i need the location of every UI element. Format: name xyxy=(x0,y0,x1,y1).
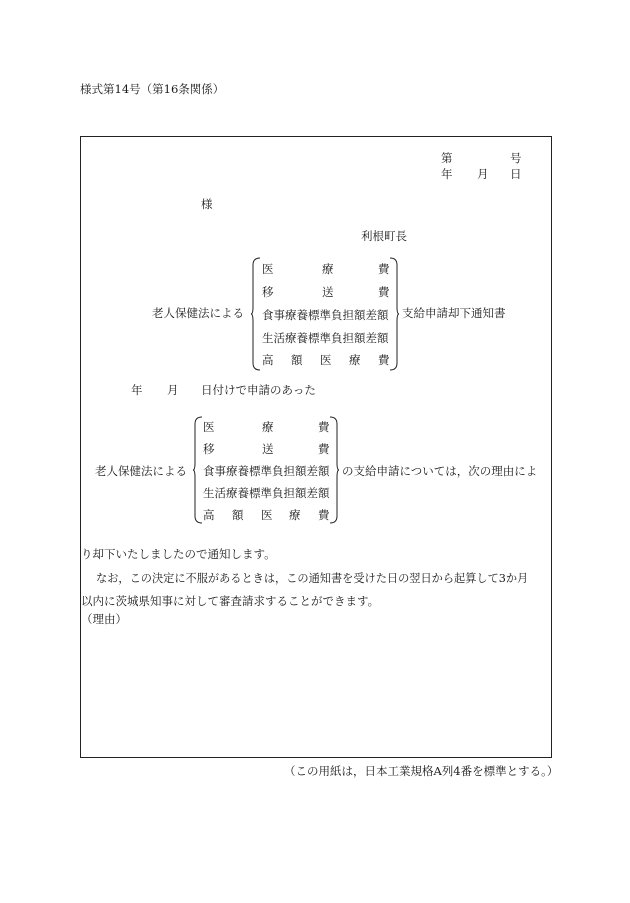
reason-label: （理由） xyxy=(81,612,127,626)
title-item-high-cost-c4: 療 xyxy=(349,353,361,367)
body-item-living-diff: 生活療養標準負担額差額 xyxy=(203,486,330,500)
body-item-high-cost-c4: 療 xyxy=(289,508,301,522)
title-item-transport-c1: 移 xyxy=(262,285,274,299)
body-item-high-cost-c1: 高 xyxy=(203,508,215,522)
title-item-high-cost-c1: 高 xyxy=(262,353,274,367)
body-item-high-cost-c3: 医 xyxy=(261,508,273,522)
title-item-meal-diff: 食事療養標準負担額差額 xyxy=(262,308,389,322)
title-item-medical-c2: 療 xyxy=(322,262,334,276)
addressee-suffix: 様 xyxy=(201,197,213,211)
date-day: 日 xyxy=(510,167,522,181)
application-date-text: 日付けで申請のあった xyxy=(201,383,316,397)
title-item-high-cost-c5: 費 xyxy=(378,353,390,367)
body-prefix: 老人保健法による xyxy=(95,464,187,478)
body-item-medical-c2: 療 xyxy=(262,420,274,434)
title-item-high-cost-c2: 額 xyxy=(291,353,303,367)
number-prefix: 第 xyxy=(441,151,453,165)
form-number-label: 様式第14号（第16条関係） xyxy=(80,82,225,96)
notice-frame xyxy=(80,136,552,758)
date-year: 年 xyxy=(441,167,453,181)
title-suffix: 支給申請却下通知書 xyxy=(402,306,506,320)
rejection-notice-line: り却下いたしましたので通知します。 xyxy=(81,547,276,561)
body-item-transport-c3: 費 xyxy=(318,442,330,456)
title-left-brace xyxy=(250,257,262,371)
title-item-transport-c2: 送 xyxy=(322,285,334,299)
title-item-transport-c3: 費 xyxy=(378,285,390,299)
body-item-medical-c1: 医 xyxy=(203,420,215,434)
body-item-transport-c2: 送 xyxy=(262,442,274,456)
paper-standard-note: （この用紙は，日本工業規格A列4番を標準とする。） xyxy=(284,764,559,778)
body-item-transport-c1: 移 xyxy=(203,442,215,456)
title-prefix: 老人保健法による xyxy=(152,306,244,320)
body-item-medical-c3: 費 xyxy=(318,420,330,434)
application-year: 年 xyxy=(131,383,143,397)
title-item-living-diff: 生活療養標準負担額差額 xyxy=(262,331,389,345)
appeal-notice-line1: なお，この決定に不服があるときは，この通知書を受けた日の翌日から起算して3か月 xyxy=(96,572,529,585)
title-item-high-cost-c3: 医 xyxy=(320,353,332,367)
application-month: 月 xyxy=(167,383,179,397)
appeal-notice-line2: 以内に茨城県知事に対して審査請求することができます。 xyxy=(81,594,380,608)
title-item-medical-c3: 費 xyxy=(378,262,390,276)
body-item-high-cost-c2: 額 xyxy=(232,508,244,522)
body-suffix: の支給申請については，次の理由によ xyxy=(342,464,538,478)
issuer-name: 利根町長 xyxy=(361,229,407,243)
body-item-high-cost-c5: 費 xyxy=(318,508,330,522)
title-item-medical-c1: 医 xyxy=(262,262,274,276)
number-suffix: 号 xyxy=(510,151,522,165)
body-item-meal-diff: 食事療養標準負担額差額 xyxy=(203,464,330,478)
date-month: 月 xyxy=(477,167,489,181)
